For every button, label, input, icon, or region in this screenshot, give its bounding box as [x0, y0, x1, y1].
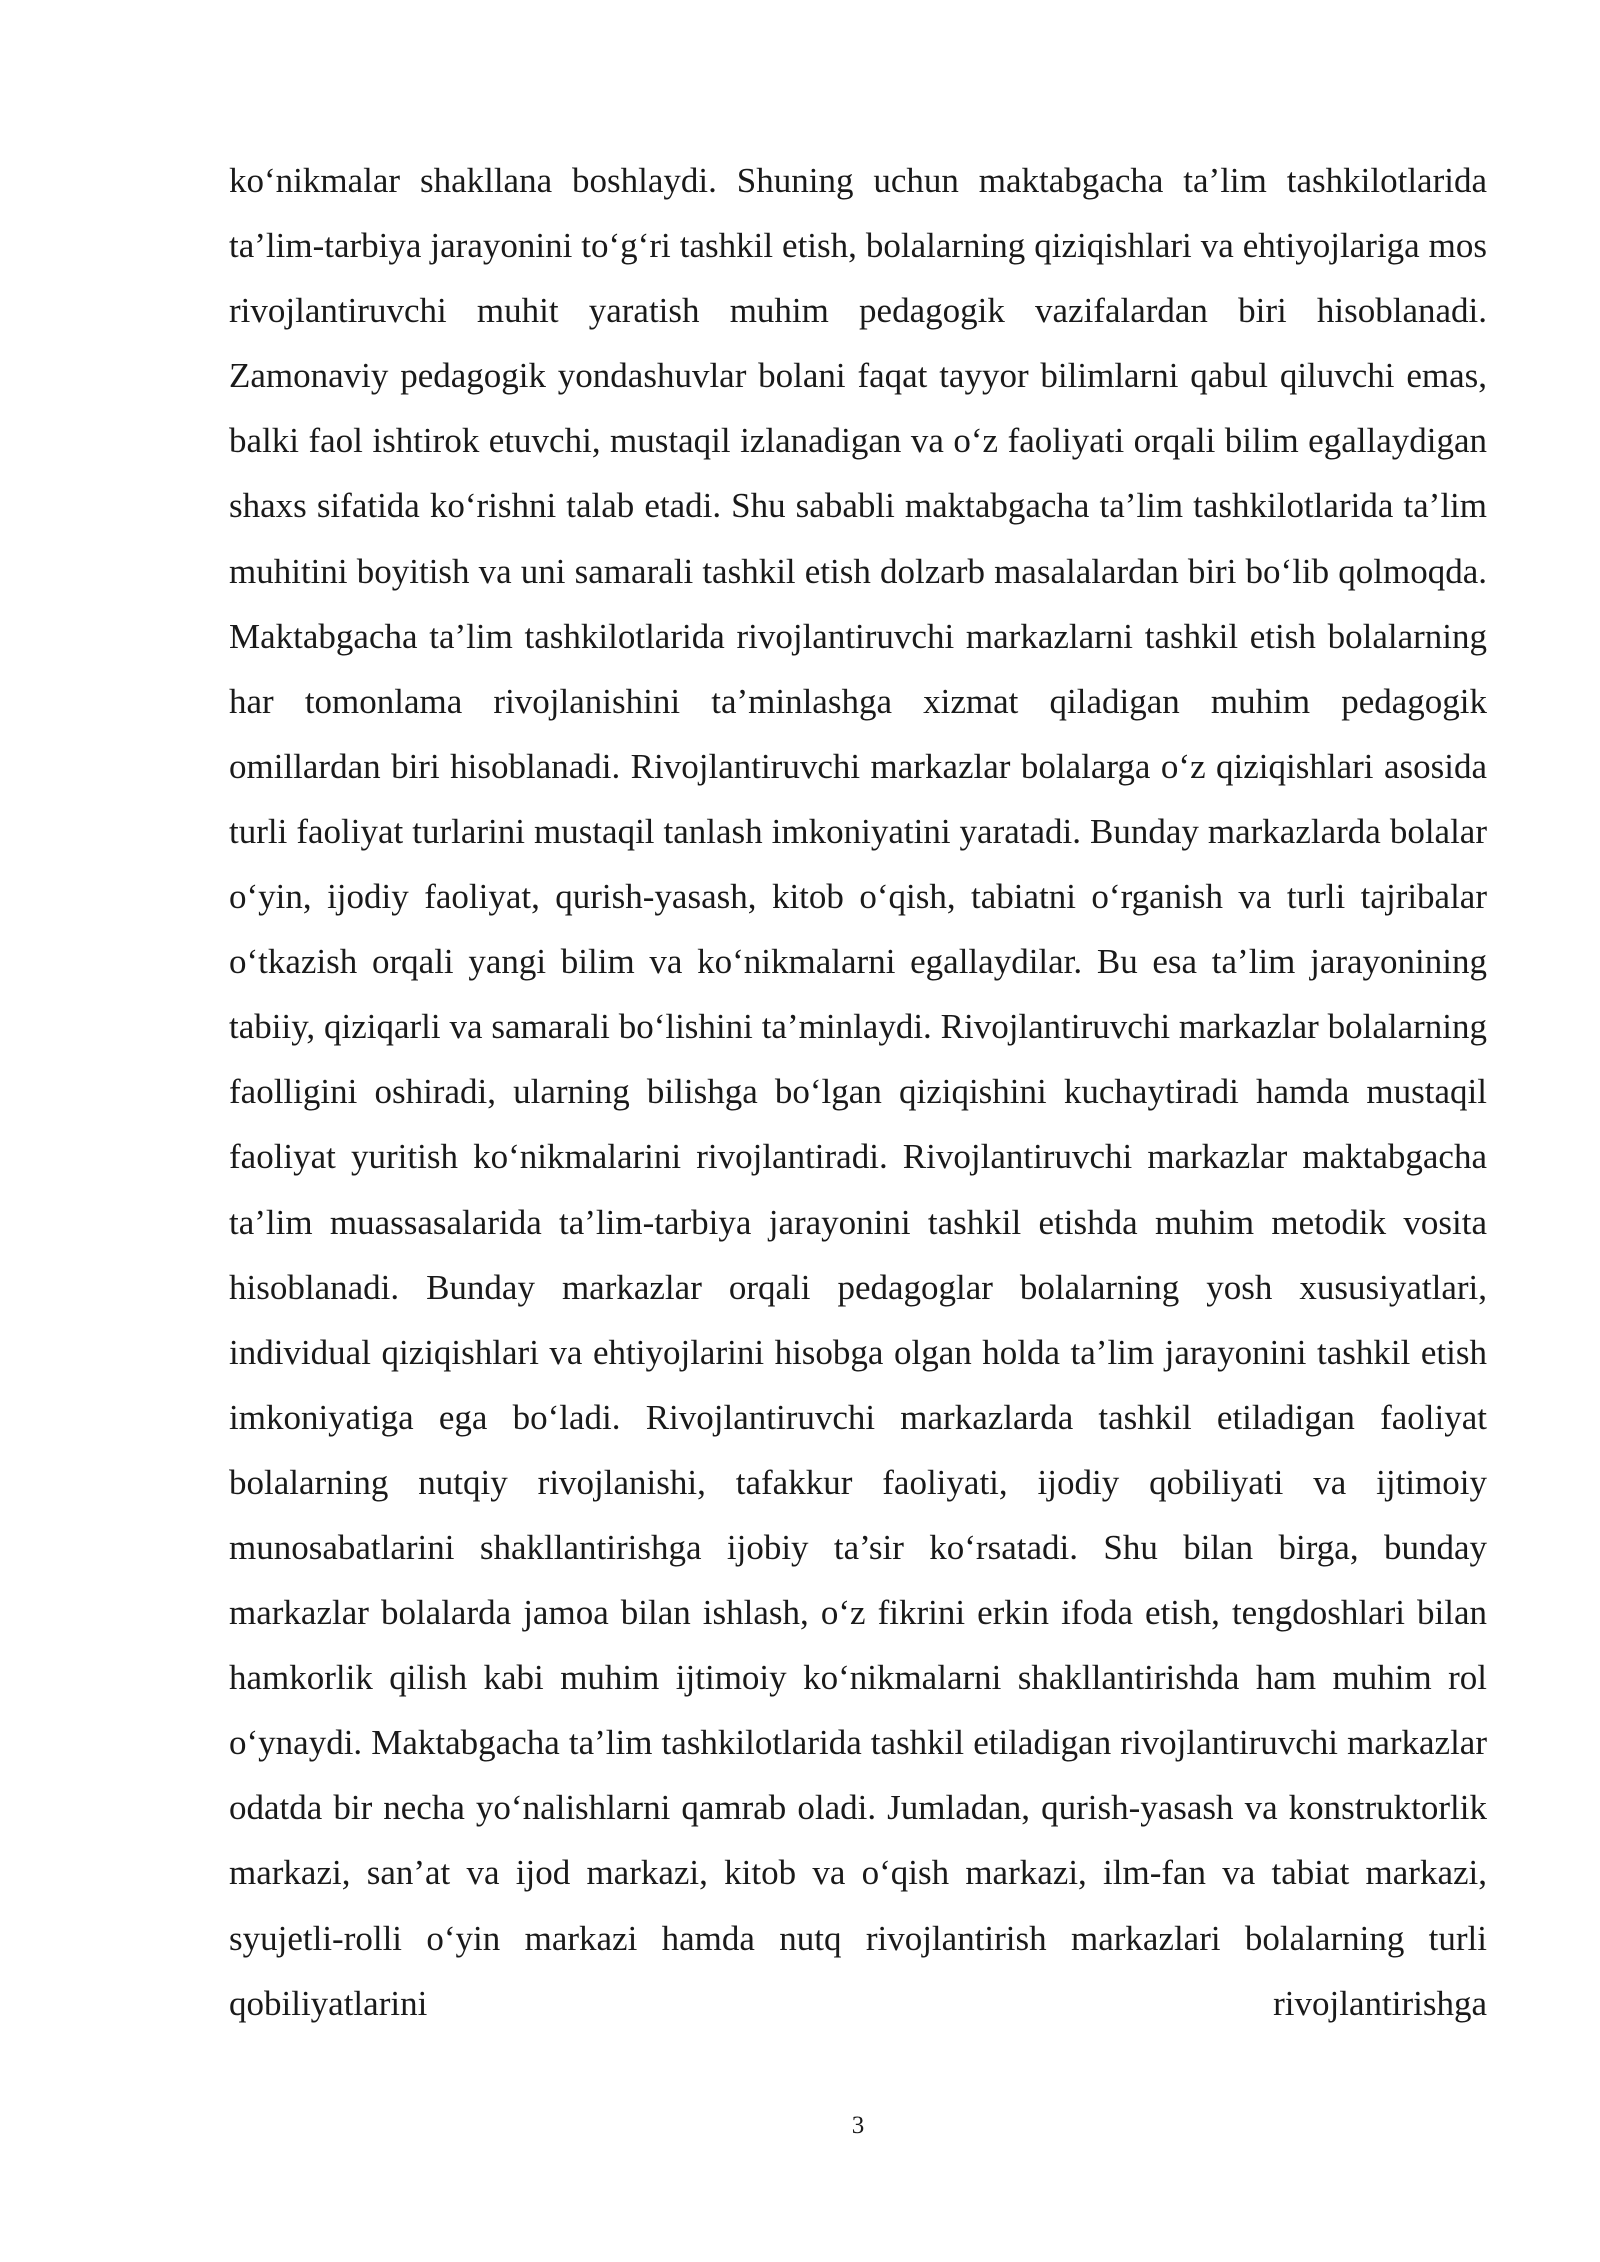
page-number: 3 [851, 2112, 865, 2139]
body-paragraph: ko‘nikmalar shakllana boshlaydi. Shuning uchun maktabgacha ta’lim tashkilotlarida ta’lim-tarbiya jarayonini to‘g‘ri tashkil etish, bolalarning qiziqishlari va ehtiyojlariga mos rivojlantiruvchi muhit yaratish muhim pedagogik vazifalardan biri hisoblanadi. Zamonaviy pedagogik yondashuvlar bolani faqat tayyor bilimlarni qabul qiluvchi emas, balki faol ishtirok etuvchi, mustaqil izlanadigan va o‘z faoliyati orqali bilim egallaydigan shaxs sifatida ko‘rishni talab etadi. Shu sababli maktabgacha ta’lim tashkilotlarida ta’lim muhitini boyitish va uni samarali tashkil etish dolzarb masalalardan biri bo‘lib qolmoqda. Maktabgacha ta’lim tashkilotlarida rivojlantiruvchi markazlarni tashkil etish bolalarning har tomonlama rivojlanishini ta’minlashga xizmat qiladigan muhim pedagogik omillardan biri hisoblanadi. Rivojlantiruvchi markazlar bolalarga o‘z qiziqishlari asosida turli faoliyat turlarini mustaqil tanlash imkoniyatini yaratadi. Bunday markazlarda bolalar o‘yin, ijodiy faoliyat, qurish-yasash, kitob o‘qish, tabiatni o‘rganish va turli tajribalar o‘tkazish orqali yangi bilim va ko‘nikmalarni egallaydilar. Bu esa ta’lim jarayonining tabiiy, qiziqarli va samarali bo‘lishini ta’minlaydi. Rivojlantiruvchi markazlar bolalarning faolligini oshiradi, ularning bilishga bo‘lgan qiziqishini kuchaytiradi hamda mustaqil faoliyat yuritish ko‘nikmalarini rivojlantiradi. Rivojlantiruvchi markazlar maktabgacha ta’lim muassasalarida ta’lim-tarbiya jarayonini tashkil etishda muhim metodik vosita hisoblanadi. Bunday markazlar orqali pedagoglar bolalarning yosh xususiyatlari, individual qiziqishlari va ehtiyojlarini hisobga olgan holda ta’lim jarayonini tashkil etish imkoniyatiga ega bo‘ladi. Rivojlantiruvchi markazlarda tashkil etiladigan faoliyat bolalarning nutqiy rivojlanishi, tafakkur faoliyati, ijodiy qobiliyati va ijtimoiy munosabatlarini shakllantirishga ijobiy ta’sir ko‘rsatadi. Shu bilan birga, bunday markazlar bolalarda jamoa bilan ishlash, o‘z fikrini erkin ifoda etish, tengdoshlari bilan hamkorlik qilish kabi muhim ijtimoiy ko‘nikmalarni shakllantirishda ham muhim rol o‘ynaydi. Maktabgacha ta’lim tashkilotlarida tashkil etiladigan rivojlantiruvchi markazlar odatda bir necha yo‘nalishlarni qamrab oladi. Jumladan, qurish-yasash va konstruktorlik markazi, san’at va ijod markazi, kitob va o‘qish markazi, ilm-fan va tabiat markazi, syujetli-rolli o‘yin markazi hamda nutq rivojlantirish markazlari bolalarning turli qobiliyatlarini rivojlantirishga [229, 161, 1487, 2023]
